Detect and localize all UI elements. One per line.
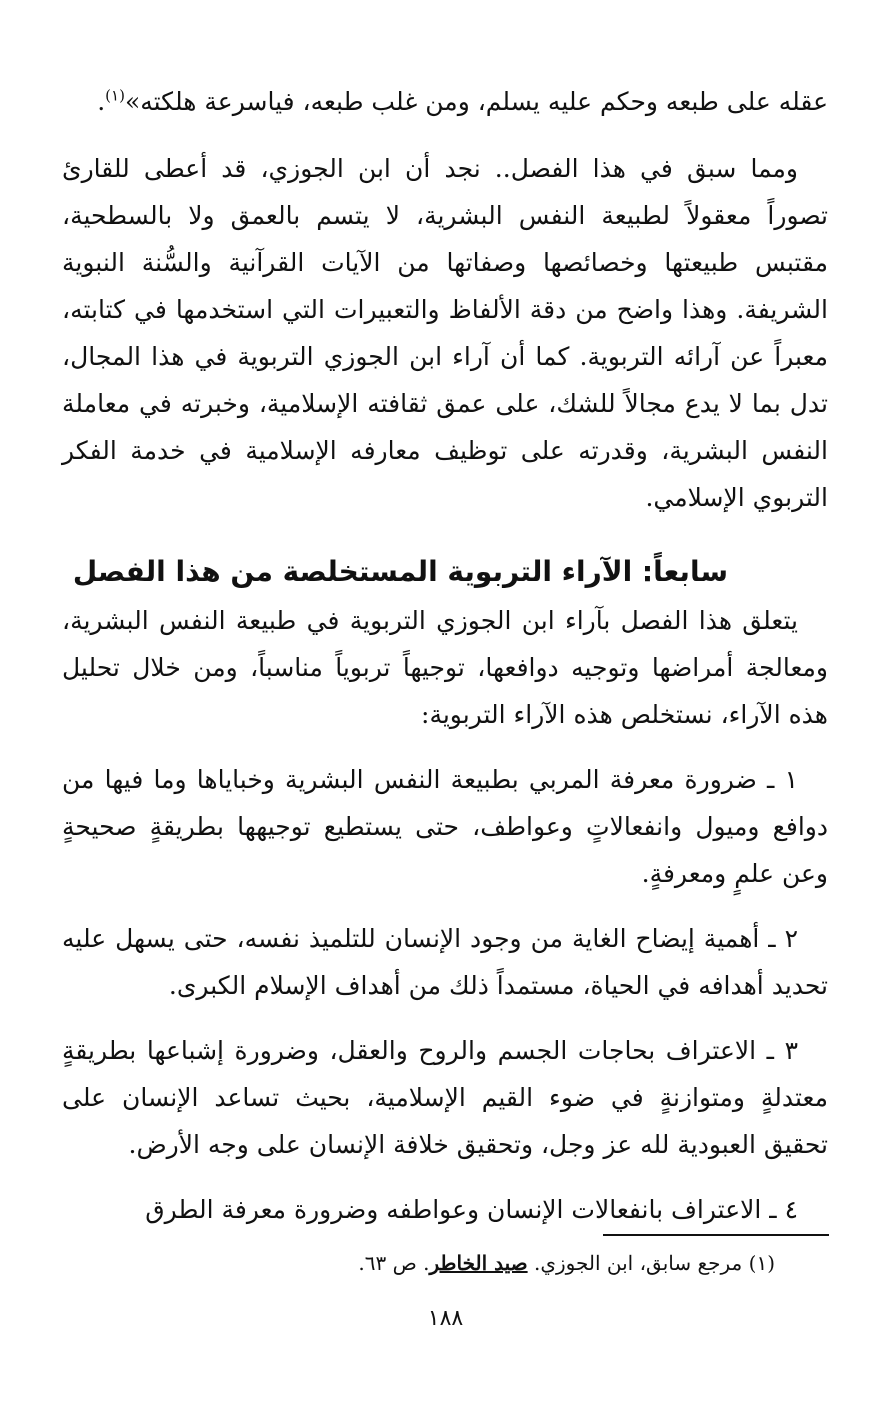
footnote-page: . ص ٦٣. — [358, 1251, 430, 1275]
paragraph-continuation — [62, 78, 828, 125]
footnote-text: مرجع سابق، ابن الجوزي. — [533, 1251, 743, 1275]
list-item: ٤ ـ الاعتراف بانفعالات الإنسان وعواطفه وضرورة معرفة الطرق — [145, 1195, 798, 1224]
footnote-book-title: صيد الخاطر — [429, 1251, 528, 1275]
section-heading: سابعاً: الآراء التربوية المستخلصة من هذا الفصل — [72, 555, 728, 588]
paragraph-end: . — [97, 87, 106, 116]
list-item: ٢ ـ أهمية إيضاح الغاية من وجود الإنسان للتلميذ نفسه، حتى يسهل عليه تحديد أهدافه في الحياة، مستمداً ذلك من أهداف الإسلام الكبرى. — [62, 924, 828, 1000]
paragraph-intro: يتعلق هذا الفصل بآراء ابن الجوزي التربوية في طبيعة النفس البشرية، ومعالجة أمراضها وتوجيه دوافعها، توجيهاً تربوياً مناسباً، ومن خلال تحليل هذه الآراء، نستخلص هذه الآراء التربوية: — [62, 606, 828, 729]
page-body — [62, 78, 828, 1368]
footnote-number: (١) — [748, 1251, 775, 1275]
list-item: ١ ـ ضرورة معرفة المربي بطبيعة النفس البشرية وخباياها وما فيها من دوافع وميول وانفعالاتٍ وعواطف، حتى يستطيع توجيهها بطريقةٍ صحيحةٍ وعن علمٍ ومعرفةٍ. — [62, 765, 828, 888]
footnote-divider — [603, 1234, 829, 1236]
footnote — [358, 1248, 775, 1278]
paragraph-text: عقله على طبعه وحكم عليه يسلم، ومن غلب طبعه، فياسرعة هلكته» — [124, 87, 828, 116]
paragraph-summary: ومما سبق في هذا الفصل.. نجد أن ابن الجوزي، قد أعطى للقارئ تصوراً معقولاً لطبيعة النفس البشرية، لا يتسم بالعمق ولا بالسطحية، مقتبس طبيعتها وخصائصها وصفاتها من الآيات القرآنية والسُّنة النبوية الشريفة. وهذا واضح من دقة الألفاظ والتعبيرات التي استخدمها في كتابته، معبراً عن آرائه التربوية. كما أن آراء ابن الجوزي التربوية في هذا المجال، تدل بما لا يدع مجالاً للشك، على عمق ثقافته الإسلامية، وخبرته في معاملة النفس البشرية، وقدرته على توظيف معارفه الإسلامية في خدمة الفكر التربوي الإسلامي. — [62, 154, 828, 512]
page-number: ١٨٨ — [427, 1306, 464, 1331]
list-item: ٣ ـ الاعتراف بحاجات الجسم والروح والعقل، وضرورة إشباعها بطريقةٍ معتدلةٍ ومتوازنةٍ في ضوء القيم الإسلامية، بحيث تساعد الإنسان على تحقيق العبودية لله عز وجل، وتحقيق خلافة الإنسان على وجه الأرض. — [62, 1036, 828, 1159]
footnote-reference: (١) — [105, 86, 125, 105]
